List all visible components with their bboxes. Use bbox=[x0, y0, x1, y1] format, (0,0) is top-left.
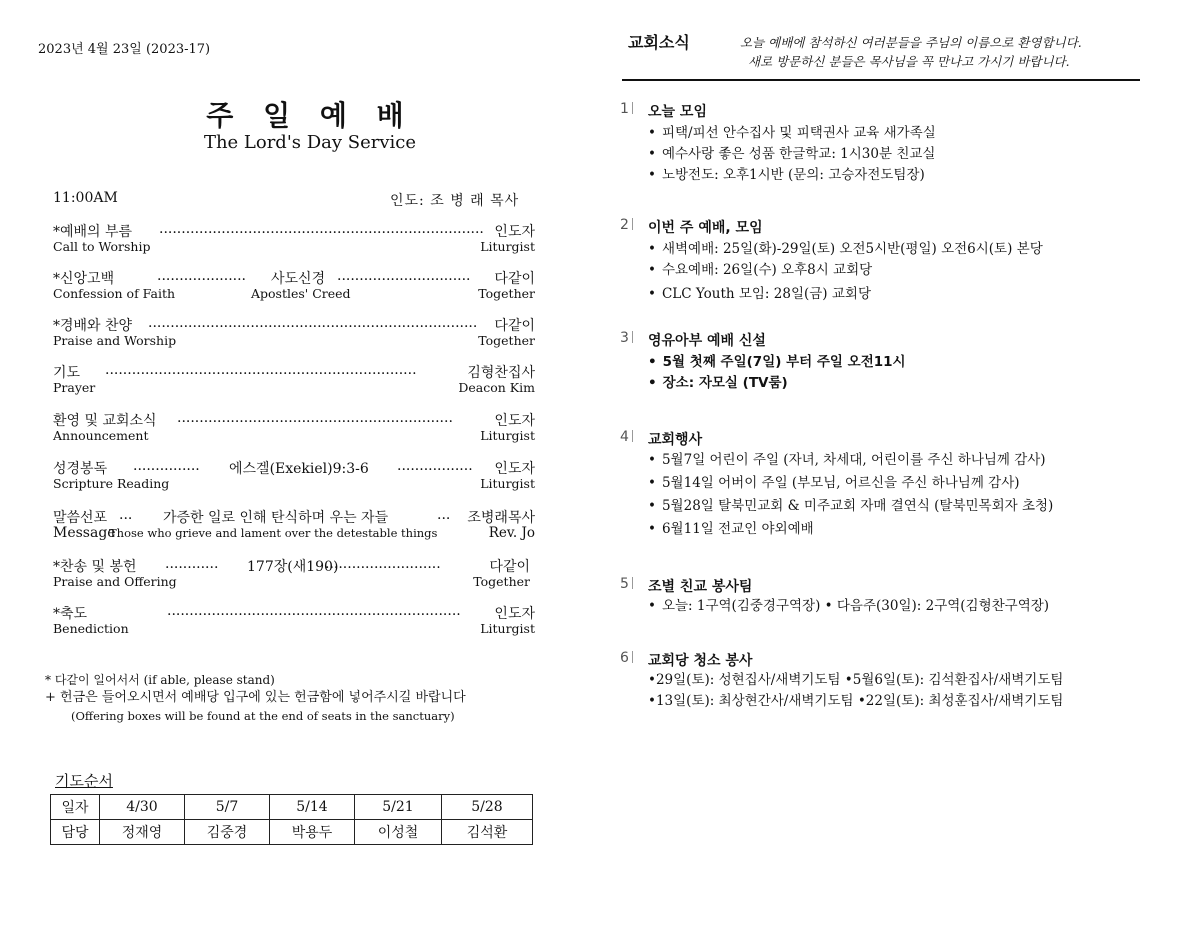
order-ko-right: 다같이 bbox=[489, 559, 530, 575]
service-title-korean: 주 일 예 배 bbox=[206, 99, 414, 132]
list-item: • 6월11일 전교인 야외예배 bbox=[648, 518, 1053, 541]
order-ko: *경배와 찬양 bbox=[53, 318, 133, 334]
order-ko: *신앙고백 bbox=[53, 271, 115, 287]
section-number: 1 bbox=[620, 101, 633, 117]
leader-dots: .......................................................................... bbox=[148, 315, 478, 331]
prayer-schedule-table bbox=[50, 794, 533, 845]
order-en: Scripture Reading bbox=[53, 476, 170, 491]
order-en-right: Rev. Jo bbox=[488, 525, 535, 541]
order-ko-right: 인도자 bbox=[494, 413, 535, 429]
order-en: Benediction bbox=[53, 621, 129, 636]
prayer-date: 5/7 bbox=[185, 795, 270, 820]
order-mid: 177장(새190) bbox=[247, 559, 339, 575]
section-number: 2 bbox=[620, 217, 633, 233]
order-en: Announcement bbox=[53, 428, 149, 443]
order-ko: 말씀선포 bbox=[53, 510, 108, 526]
list-item: • 새벽예배: 25일(화)-29일(토) 오전5시반(평일) 오전6시(토) 본당 bbox=[648, 239, 1043, 260]
list-item: • 수요예배: 26일(수) 오후8시 교회당 bbox=[648, 260, 1043, 281]
bulletin-date: 2023년 4월 23일 (2023-17) bbox=[38, 42, 211, 57]
order-mid: 에스겔(Exekiel)9:3-6 bbox=[229, 461, 369, 477]
list-item: • 장소: 자모실 (TV룸) bbox=[648, 373, 906, 394]
order-en-right: Together bbox=[478, 333, 535, 348]
section-title: 조별 친교 봉사팀 bbox=[648, 579, 753, 595]
list-item: • 피택/피선 안수집사 및 피택권사 교육 새가족실 bbox=[648, 123, 936, 144]
section-title: 교회당 청소 봉사 bbox=[648, 653, 753, 669]
prayer-date: 5/14 bbox=[270, 795, 355, 820]
prayer-person: 김석환 bbox=[442, 820, 533, 845]
prayer-date: 5/21 bbox=[355, 795, 442, 820]
leader-dots: .......................... bbox=[325, 556, 441, 572]
order-en: Prayer bbox=[53, 380, 96, 395]
order-ko: *찬송 및 봉헌 bbox=[53, 559, 137, 575]
leader-dots: ...................................................................... bbox=[105, 362, 417, 378]
section-number: 6 bbox=[620, 650, 633, 666]
order-ko-right: 인도자 bbox=[494, 461, 535, 477]
prayer-person: 정재영 bbox=[100, 820, 185, 845]
order-en: Praise and Offering bbox=[53, 574, 177, 589]
list-item: •13일(토): 최상현간사/새벽기도팀 •22일(토): 최성훈집사/새벽기도팀 bbox=[648, 693, 1064, 709]
note-stand: * 다같이 일어서서 (if able, please stand) bbox=[45, 673, 275, 687]
note-offering: + 헌금은 들어오시면서 예배당 입구에 있는 헌금함에 넣어주시길 바랍니다 bbox=[45, 690, 466, 705]
order-item-call-to-worship bbox=[53, 221, 535, 255]
section-title: 이번 주 예배, 모임 bbox=[648, 220, 763, 236]
prayer-date: 5/28 bbox=[442, 795, 533, 820]
section-number: 3 bbox=[620, 330, 633, 346]
list-item: • 5월14일 어버이 주일 (부모님, 어르신을 주신 하나님께 감사) bbox=[648, 472, 1053, 495]
order-ko: *예배의 부름 bbox=[53, 224, 133, 240]
service-time: 11:00AM bbox=[53, 190, 118, 206]
leader-dots: ... bbox=[119, 507, 133, 523]
leader-dots: .............................. bbox=[337, 268, 471, 284]
header-divider bbox=[622, 79, 1140, 81]
order-en-right: Liturgist bbox=[480, 621, 535, 636]
section-title: 오늘 모임 bbox=[648, 104, 707, 120]
list-item: • CLC Youth 모임: 28일(금) 교회당 bbox=[648, 284, 1043, 305]
order-en-right: Together bbox=[473, 574, 530, 589]
welcome-line-2: 새로 방문하신 분들은 목사님을 꼭 만나고 가시기 바랍니다. bbox=[748, 54, 1070, 69]
order-en-right: Deacon Kim bbox=[458, 380, 535, 395]
row-label-person: 담당 bbox=[51, 820, 100, 845]
order-en: Praise and Worship bbox=[53, 333, 177, 348]
church-news-title: 교회소식 bbox=[628, 33, 690, 52]
list-item: • 5월 첫째 주일(7일) 부터 주일 오전11시 bbox=[648, 352, 906, 373]
order-en-right: Liturgist bbox=[480, 428, 535, 443]
order-item-message bbox=[53, 507, 535, 541]
note-offering-english: (Offering boxes will be found at the end of seats in the sanctuary) bbox=[71, 709, 455, 723]
order-en: Message bbox=[53, 525, 116, 541]
prayer-schedule-heading: 기도순서 bbox=[55, 772, 113, 790]
order-item-benediction bbox=[53, 603, 535, 637]
order-ko-right: 김형찬집사 bbox=[467, 365, 535, 381]
order-item-confession bbox=[53, 268, 535, 302]
order-en-right: Together bbox=[478, 286, 535, 301]
leader-dots: ... bbox=[437, 507, 451, 523]
list-item: • 예수사랑 좋은 성품 한글학교: 1시30분 친교실 bbox=[648, 144, 936, 165]
service-notes bbox=[45, 671, 466, 725]
service-title-english: The Lord's Day Service bbox=[203, 132, 417, 153]
order-ko-right: 인도자 bbox=[494, 224, 535, 240]
list-item: • 오늘: 1구역(김중경구역장) • 다음주(30일): 2구역(김형찬구역장) bbox=[648, 596, 1049, 617]
order-en: Call to Worship bbox=[53, 239, 151, 254]
prayer-person: 이성철 bbox=[355, 820, 442, 845]
table-row bbox=[51, 820, 533, 845]
leader-dots: ............ bbox=[165, 556, 219, 572]
leader-dots: .................... bbox=[157, 268, 247, 284]
row-label-date: 일자 bbox=[51, 795, 100, 820]
section-title: 교회행사 bbox=[648, 432, 703, 448]
welcome-message bbox=[740, 33, 1120, 71]
section-number: 4 bbox=[620, 429, 633, 445]
leader-dots: ............... bbox=[133, 458, 200, 474]
order-ko-right: 다같이 bbox=[494, 271, 535, 287]
order-en-mid: Apostles' Creed bbox=[251, 286, 351, 301]
list-item: • 5월28일 탈북민교회 & 미주교회 자매 결연식 (탈북민목회자 초청) bbox=[648, 495, 1053, 518]
order-ko-right: 조병래목사 bbox=[467, 510, 535, 526]
order-item-prayer bbox=[53, 362, 535, 396]
order-ko: 기도 bbox=[53, 365, 81, 381]
leader-dots: ......................................................................... bbox=[159, 221, 484, 237]
prayer-person: 김중경 bbox=[185, 820, 270, 845]
prayer-person: 박용두 bbox=[270, 820, 355, 845]
order-ko-right: 인도자 bbox=[494, 606, 535, 622]
order-en-right: Liturgist bbox=[480, 476, 535, 491]
list-item: • 노방전도: 오후1시반 (문의: 고승자전도팀장) bbox=[648, 165, 936, 186]
order-item-announcement bbox=[53, 410, 535, 444]
table-row bbox=[51, 795, 533, 820]
order-item-scripture bbox=[53, 458, 535, 492]
order-item-praise-worship bbox=[53, 315, 535, 349]
list-item: • 5월7일 어린이 주일 (자녀, 차세대, 어린이를 주신 하나님께 감사) bbox=[648, 449, 1053, 472]
leader-dots: .................................................................. bbox=[167, 603, 461, 619]
leader-dots: .............................................................. bbox=[177, 410, 453, 426]
order-ko: 성경봉독 bbox=[53, 461, 108, 477]
order-ko-right: 다같이 bbox=[494, 318, 535, 334]
order-en: Confession of Faith bbox=[53, 286, 176, 301]
section-number: 5 bbox=[620, 576, 633, 592]
welcome-line-1: 오늘 예배에 참석하신 여러분들을 주님의 이름으로 환영합니다. bbox=[740, 35, 1082, 50]
order-en-mid: Those who grieve and lament over the detestable things bbox=[109, 526, 438, 540]
order-en-right: Liturgist bbox=[480, 239, 535, 254]
order-item-offering bbox=[53, 556, 530, 590]
order-ko: *축도 bbox=[53, 606, 88, 622]
section-title: 영유아부 예배 신설 bbox=[648, 333, 766, 349]
order-mid: 사도신경 bbox=[271, 271, 326, 287]
leader-dots: ................. bbox=[397, 458, 473, 474]
order-ko: 환영 및 교회소식 bbox=[53, 413, 157, 429]
list-item: •29일(토): 성현집사/새벽기도팀 •5월6일(토): 김석환집사/새벽기도팀 bbox=[648, 672, 1064, 688]
service-leader: 인도: 조 병 래 목사 bbox=[390, 193, 520, 209]
prayer-date: 4/30 bbox=[100, 795, 185, 820]
order-mid: 가증한 일로 인해 탄식하며 우는 자들 bbox=[163, 510, 389, 526]
